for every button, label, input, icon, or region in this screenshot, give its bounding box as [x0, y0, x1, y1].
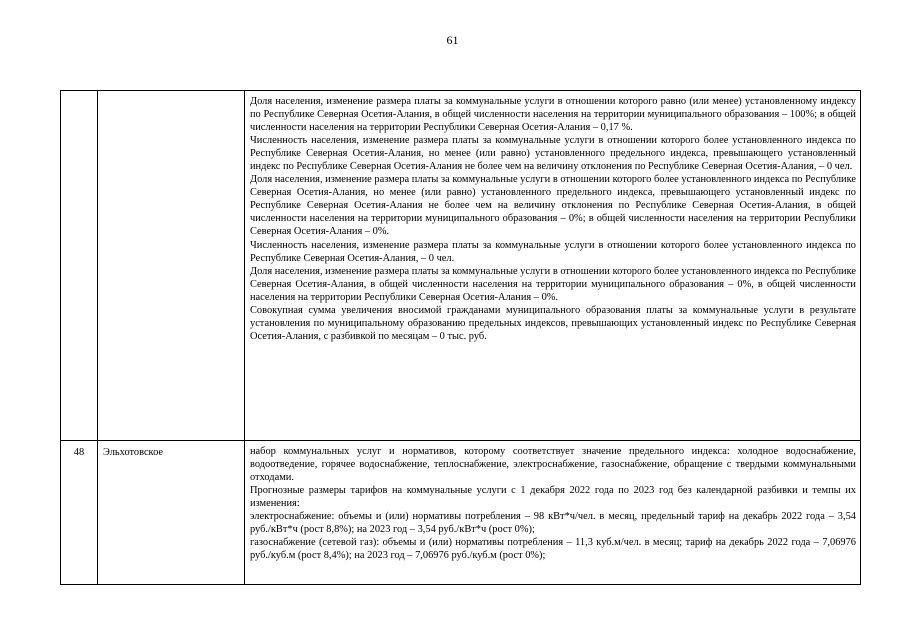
municipalities-table [60, 90, 861, 585]
tariff-paragraph: газоснабжение (сетевой газ): объемы и (или) нормативы потребления – 11,3 куб.м/чел. в месяц; тариф на декабрь 2022 года – 7,06976 руб./куб.м (рост 8,4%); на 2023 год – 7,06976 руб./куб.м (рост 0%); [250, 537, 856, 562]
indicator-paragraph: Численность населения, изменение размера платы за коммунальные услуги в отношении которого более установленного индекса по Республике Северная Осетия-Алания, но менее (или равно) установленного предельного индекса, превышающего установленный индекс по Республике Северная Осетия-Алания не более чем на величину отклонения по Республике Северная Осетия-Алания, – 0 чел. [250, 135, 856, 173]
municipality-name-cell: Эльхотовское [98, 441, 245, 585]
tariff-paragraph: электроснабжение: объемы и (или) нормативы потребления – 98 кВт*ч/чел. в месяц, предельный тариф на декабрь 2022 года – 3,54 руб./кВт*ч (рост 8,8%); на 2023 год – 3,54 руб./кВт*ч (рост 0%); [250, 511, 856, 536]
tariff-paragraph: Прогнозные размеры тарифов на коммунальные услуги с 1 декабря 2022 года по 2023 год без календарной разбивки и темпы их изменения: [250, 485, 856, 510]
table-row [61, 91, 861, 441]
municipality-name-cell [98, 91, 245, 441]
indicator-paragraph: Совокупная сумма увеличения вносимой гражданами муниципального образования платы за коммунальные услуги в результате установления по муниципальному образованию предельных индексов, превышающих установленный индекс по Республике Северная Осетия-Алания, с разбивкой по месяцам – 0 тыс. руб. [250, 304, 856, 342]
page-number: 61 [446, 33, 459, 47]
indicator-paragraph: Доля населения, изменение размера платы за коммунальные услуги в отношении которого более установленного индекса по Республике Северная Осетия-Алания, в общей численности населения на территории муниципального образования – 0%, в общей численности населения на территории Республики Северная Осетия-Алания – 0%. [250, 265, 856, 303]
indicator-paragraph: Доля населения, изменение размера платы за коммунальные услуги в отношении которого равно (или менее) установленному индексу по Республике Северная Осетия-Алания, в общей численности населения на территории муниципального образования – 100%; в общей численности населения на территории Республики Северная Осетия-Алания – 0,17 %. [250, 96, 856, 134]
indicators-cell [245, 91, 861, 441]
row-number-cell [61, 91, 98, 441]
row-number-cell: 48 [61, 441, 98, 585]
table-row [61, 441, 861, 585]
tariffs-cell [245, 441, 861, 585]
indicator-paragraph: Численность населения, изменение размера платы за коммунальные услуги в отношении которого более установленного индекса по Республике Северная Осетия-Алания, – 0 чел. [250, 239, 856, 264]
indicator-paragraph: Доля населения, изменение размера платы за коммунальные услуги в отношении которого более установленного индекса по Республике Северная Осетия-Алания, но менее (или равно) установленного предельного индекса, превышающего установленный индекс по Республике Северная Осетия-Алания не более чем на величину отклонения по Республике Северная Осетия-Алания, в общей численности населения на территории муниципального образования – 0%; в общей численности населения на территории Республики Северная Осетия-Алания – 0%. [250, 174, 856, 238]
tariff-paragraph: набор коммунальных услуг и нормативов, которому соответствует значение предельного индекса: холодное водоснабжение, водоотведение, горячее водоснабжение, теплоснабжение, электроснабжение, газоснабжение, обращение с твердыми коммунальными отходами. [250, 446, 856, 484]
